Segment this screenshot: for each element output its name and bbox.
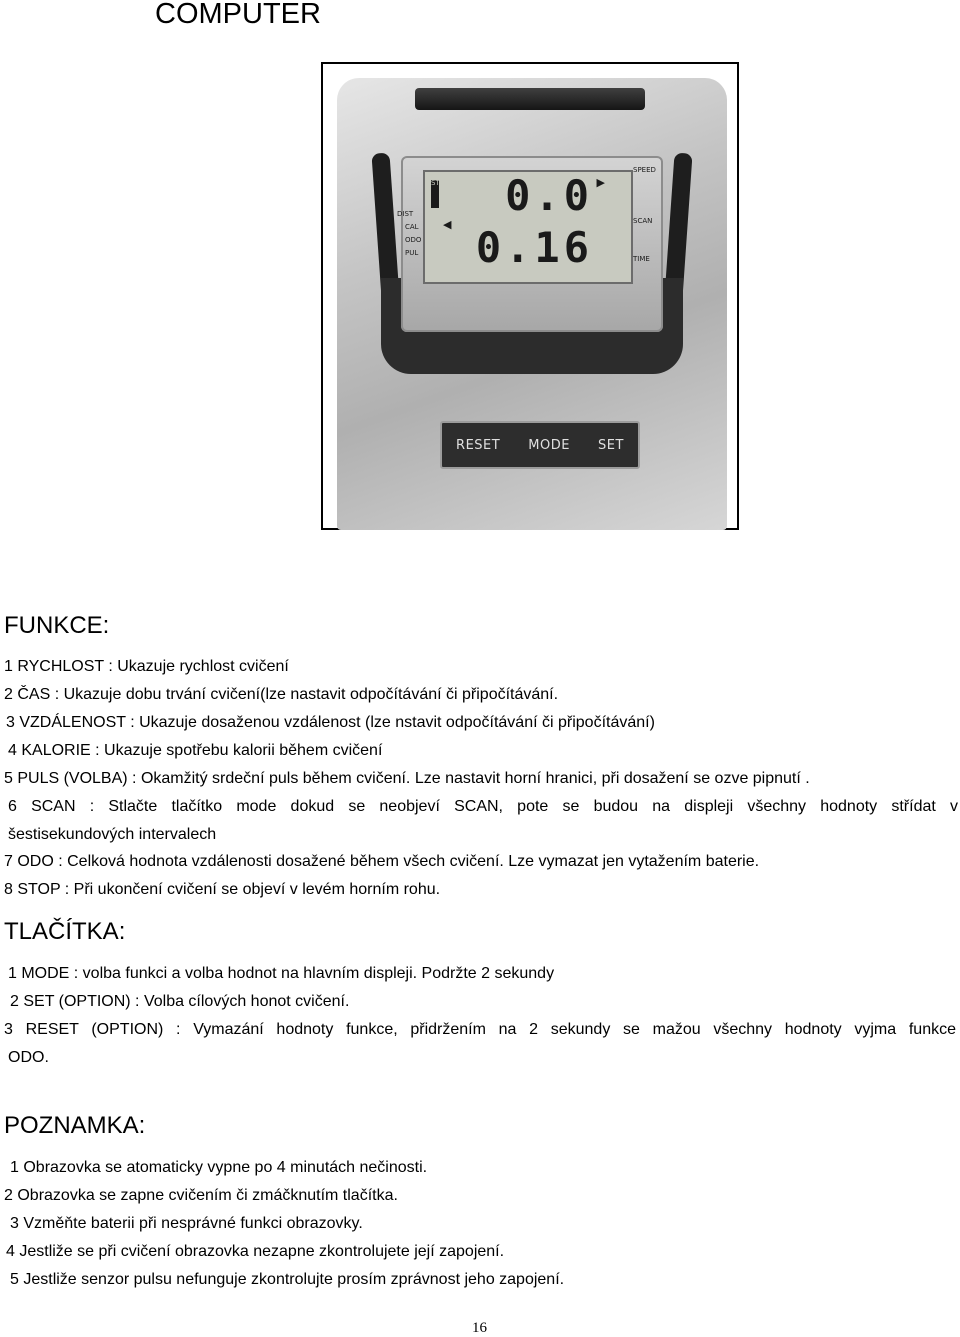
set-button: SET — [598, 437, 624, 453]
label-speed: SPEED — [633, 166, 656, 174]
device-photo-frame — [321, 62, 739, 530]
funkce-item-1: 1 RYCHLOST : Ukazuje rychlost cvičení — [4, 658, 289, 675]
lcd-bottom-value: 0.16 — [475, 223, 593, 272]
stop-indicator: STOP — [431, 180, 439, 208]
label-cal: CAL — [405, 223, 419, 231]
funkce-item-4: 4 KALORIE : Ukazuje spotřebu kalorii během cvičení — [8, 742, 383, 759]
tlacitka-item-3: 3 RESET (OPTION) : Vymazání hodnoty funkce, přidržením na 2 sekundy se mažou všechny hodnoty vyjma funkce — [4, 1021, 956, 1038]
tlacitka-heading: TLAČÍTKA: — [4, 918, 126, 945]
poznamka-item-2: 2 Obrazovka se zapne cvičením či zmáčknutím tlačítka. — [4, 1187, 398, 1204]
funkce-heading: FUNKCE: — [4, 612, 110, 639]
page-number: 16 — [472, 1320, 487, 1336]
funkce-item-7: 7 ODO : Celková hodnota vzdálenosti dosažené během všech cvičení. Lze vymazat jen vytažením baterie. — [4, 853, 760, 870]
label-scan: SCAN — [633, 217, 653, 225]
device-button-panel — [440, 421, 640, 469]
poznamka-item-1: 1 Obrazovka se atomaticky vypne po 4 minutách nečinosti. — [10, 1159, 428, 1176]
funkce-item-5: 5 PULS (VOLBA) : Okamžitý srdeční puls během cvičení. Lze nastavit horní hranici, při dosažení se ozve pipnutí . — [4, 770, 810, 787]
funkce-item-6-cont: šestisekundových intervalech — [8, 826, 217, 843]
funkce-item-6: 6 SCAN : Stlačte tlačítko mode dokud se neobjeví SCAN, pote se budou na displeji všechny hodnoty střídat v — [8, 798, 958, 815]
lcd-display — [423, 170, 633, 284]
bike-computer-photo — [337, 78, 727, 530]
poznamka-item-5: 5 Jestliže senzor pulsu nefunguje zkontrolujte prosím zprávnost jeho zapojení. — [10, 1271, 565, 1288]
tlacitka-item-3-cont: ODO. — [8, 1049, 49, 1066]
label-dist: DIST — [397, 210, 414, 218]
left-arrow-icon: ◀ — [443, 219, 452, 231]
poznamka-item-3: 3 Vzměňte baterii při nesprávné funkci obrazovky. — [10, 1215, 363, 1232]
right-arrow-icon: ▶ — [596, 177, 605, 189]
reset-button: RESET — [456, 437, 501, 453]
page-title: COMPUTER — [155, 0, 321, 30]
tlacitka-item-2: 2 SET (OPTION) : Volba cílových honot cvičení. — [10, 993, 350, 1010]
funkce-item-3: 3 VZDÁLENOST : Ukazuje dosaženou vzdálenost (lze nstavit odpočítávání či připočítávání) — [6, 714, 655, 731]
lcd-top-value: 0.0 — [505, 171, 593, 220]
label-time: TIME — [633, 255, 650, 263]
label-odo: ODO — [405, 236, 422, 244]
label-pul: PUL — [405, 249, 419, 257]
funkce-item-2: 2 ČAS : Ukazuje dobu trvání cvičení(lze nastavit odpočítávání či připočítávání. — [4, 686, 559, 703]
tlacitka-item-1: 1 MODE : volba funkci a volba hodnot na hlavním displeji. Podržte 2 sekundy — [8, 965, 555, 982]
funkce-item-8: 8 STOP : Při ukončení cvičení se objeví v levém horním rohu. — [4, 881, 441, 898]
mode-button: MODE — [528, 437, 570, 453]
screen-bezel — [397, 156, 663, 332]
poznamka-heading: POZNAMKA: — [4, 1112, 146, 1139]
poznamka-item-4: 4 Jestliže se při cvičení obrazovka nezapne zkontrolujete její zapojení. — [6, 1243, 505, 1260]
top-clip — [415, 88, 645, 110]
device-body — [337, 78, 727, 530]
